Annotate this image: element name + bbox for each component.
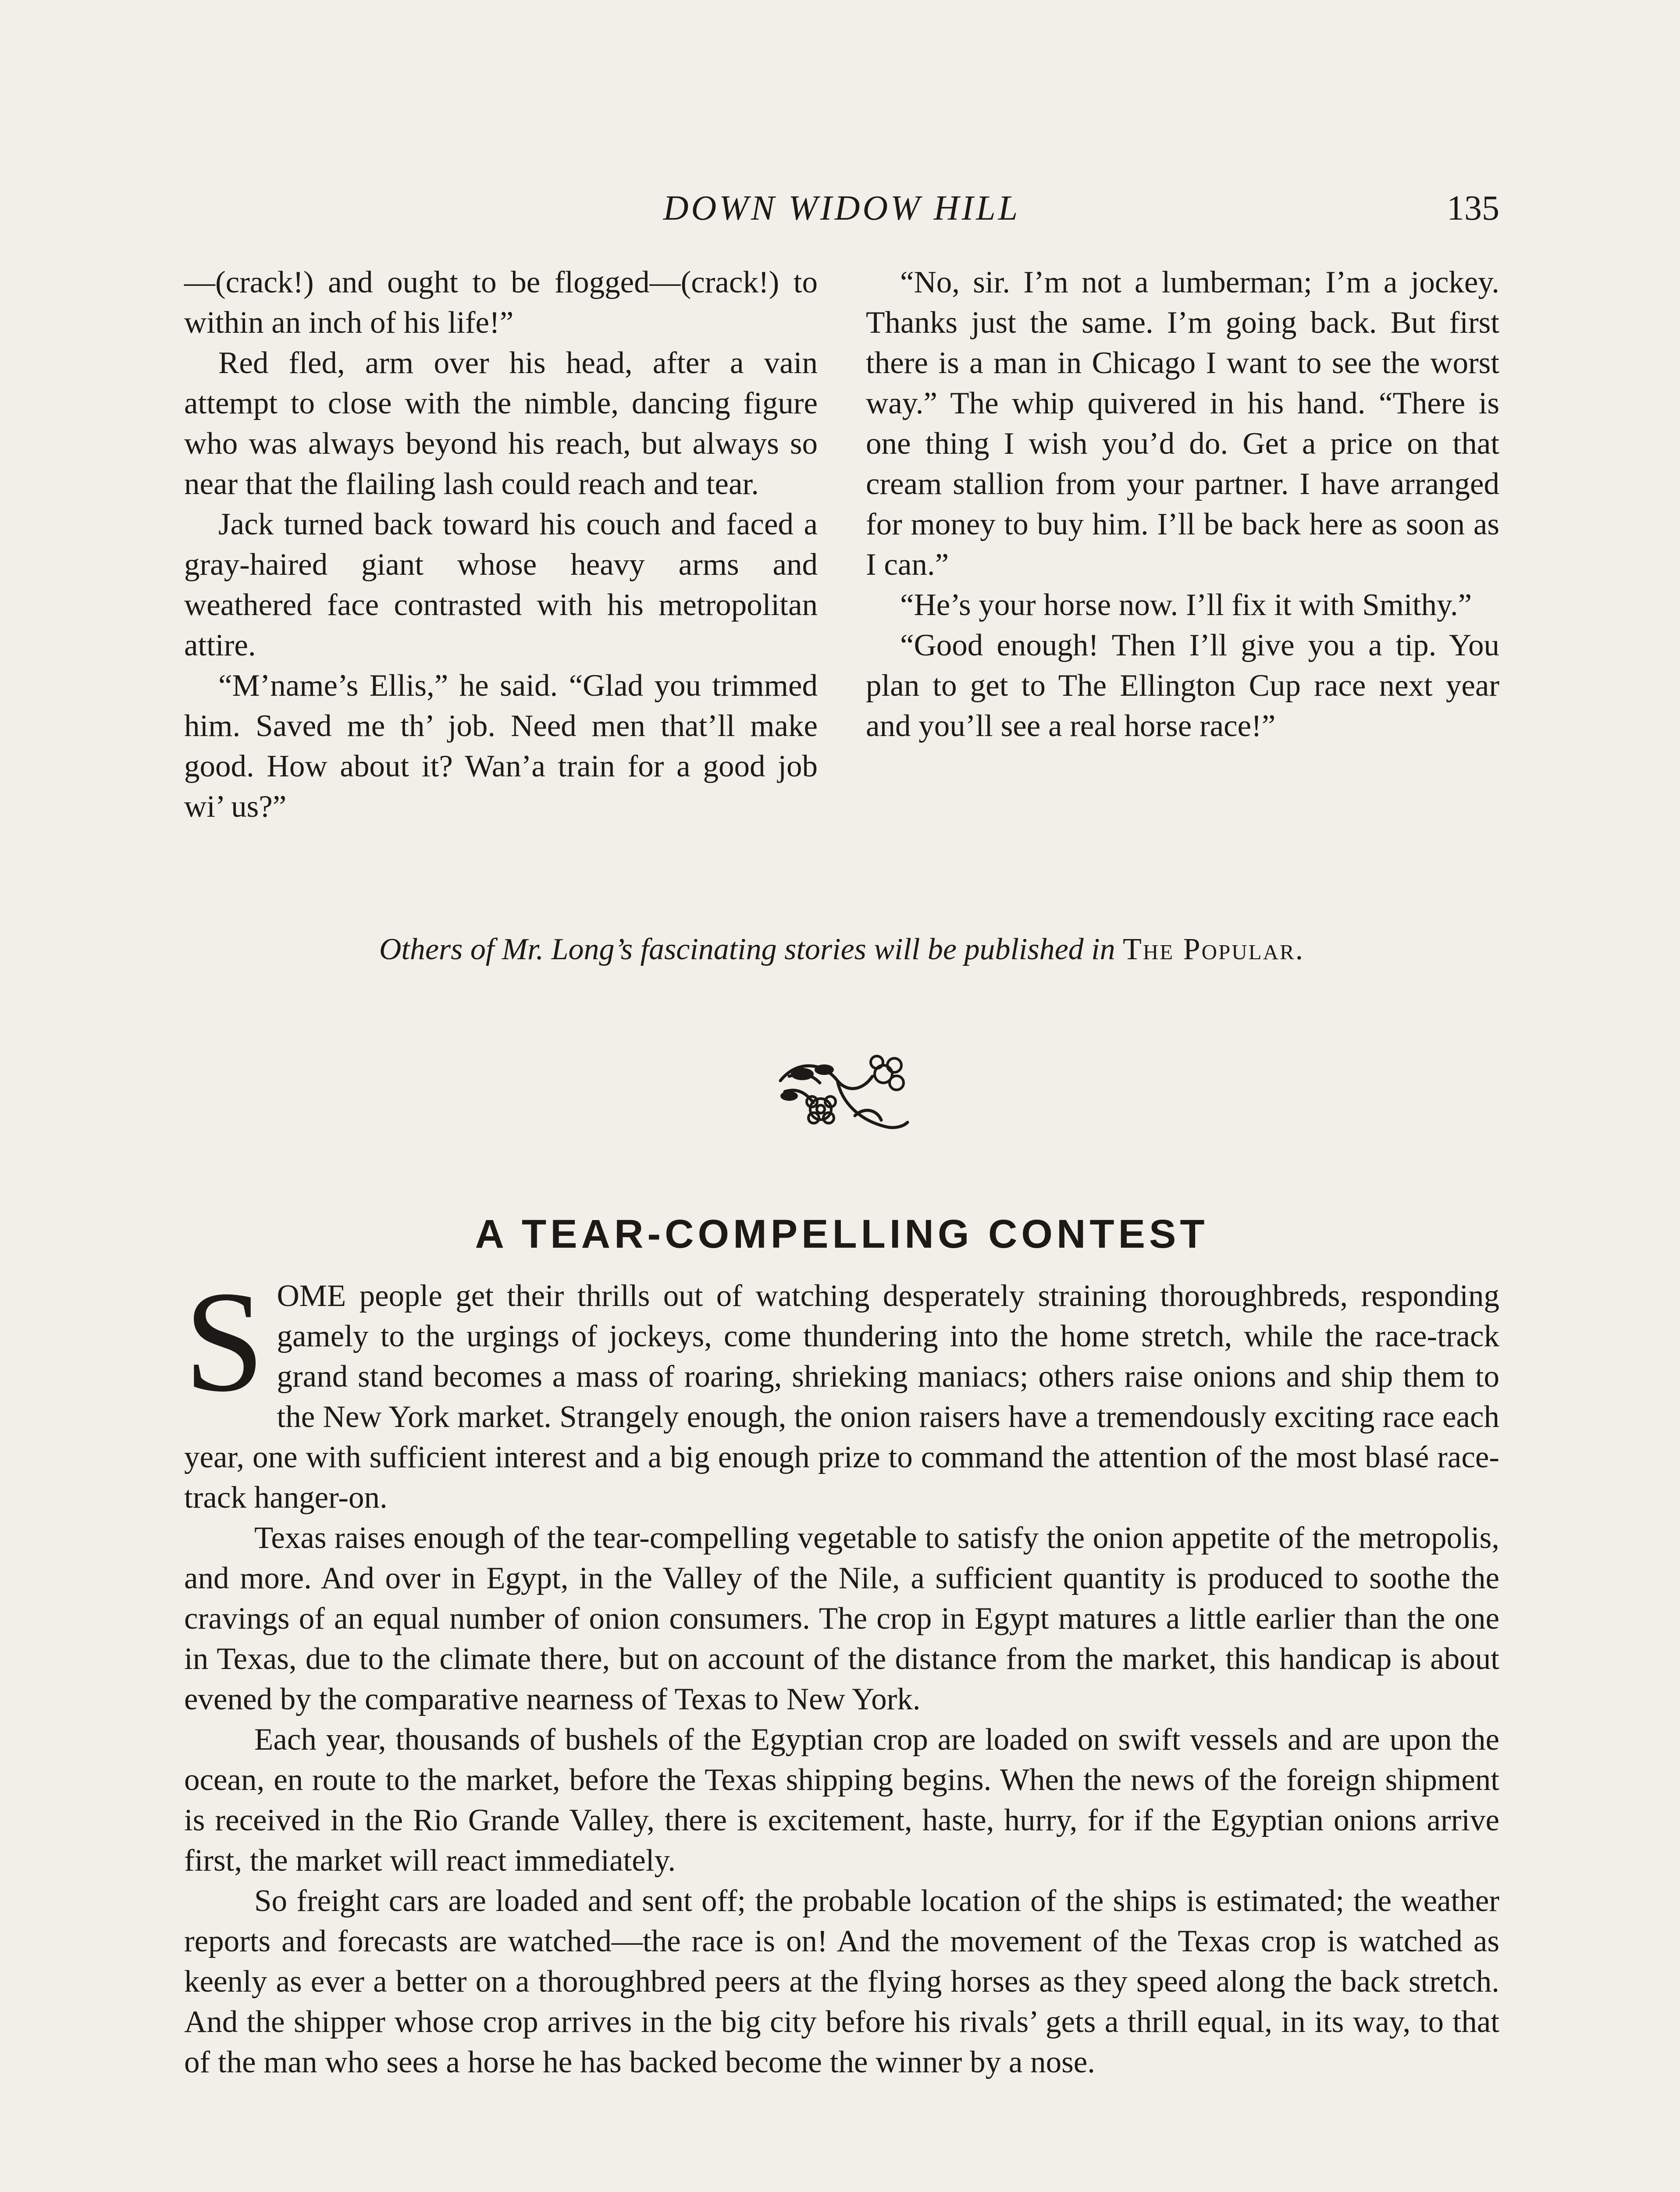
magazine-name: The Popular. <box>1123 932 1305 966</box>
story-columns <box>184 262 1499 827</box>
story-footnote <box>184 929 1499 970</box>
article-paragraph: So freight cars are loaded and sent off; the probable location of the ships is estimated; the weather reports and forecasts are watched—the race is on! And the movement of the Texas crop is watched as keenly as ever a better on a thoroughbred peers at the flying horses as they speed along the back stretch. And the shipper whose crop arrives in the big city before his rivals’ gets a thrill equal, in its way, to that of the man who sees a horse he has backed become the winner by a nose. <box>184 1884 1499 2079</box>
right-column <box>866 262 1499 827</box>
drop-cap: S <box>184 1262 265 1422</box>
running-head <box>184 184 1499 232</box>
article-title: A TEAR-COMPELLING CONTEST <box>475 1212 1209 1256</box>
story-paragraph: Jack turned back toward his couch and faced a gray-haired giant whose heavy arms and weathered face contrasted with his metropolitan attire. <box>184 507 818 662</box>
article-paragraph: Texas raises enough of the tear-compelling vegetable to satisfy the onion appetite of the metropolis, and more. And over in Egypt, in the Valley of the Nile, a sufficient quantity is produced to soothe the cravings of an equal number of onion consumers. The crop in Egypt matures a little earlier than the one in Texas, due to the climate there, but on account of the distance from the market, this handicap is about evened by the comparative nearness of Texas to New York. <box>184 1521 1499 1716</box>
story-paragraph: “No, sir. I’m not a lumberman; I’m a jockey. Thanks just the same. I’m going back. But first there is a man in Chicago I want to see the worst way.” The whip quivered in his hand. “There is one thing I wish you’d do. Get a price on that cream stallion from your partner. I have arranged for money to buy him. I’ll be back here as soon as I can.” <box>866 265 1499 582</box>
story-paragraph: “He’s your horse now. I’ll fix it with Smithy.” <box>900 588 1472 622</box>
running-title: DOWN WIDOW HILL <box>663 189 1021 228</box>
article-body <box>184 1262 1499 2082</box>
left-column <box>184 262 818 827</box>
footnote-text: Others of Mr. Long’s fascinating stories will be published in <box>379 932 1123 966</box>
story-paragraph: “M’name’s Ellis,” he said. “Glad you trimmed him. Saved me th’ job. Need men that’ll make good. How about it? Wan’a train for a good job wi’ us?” <box>184 669 818 824</box>
article-paragraph: Each year, thousands of bushels of the Egyptian crop are loaded on swift vessels and are upon the ocean, en route to the market, before the Texas shipping begins. When the news of the foreign shipment is received in the Rio Grande Valley, there is excitement, haste, hurry, for if the Egyptian onions arrive first, the market will react immediately. <box>184 1722 1499 1878</box>
floral-ornament-icon <box>772 1050 912 1142</box>
page-number: 135 <box>1447 189 1499 228</box>
story-paragraph: —(crack!) and ought to be flogged—(crack!) to within an inch of his life!” <box>184 265 818 340</box>
lead-text: OME people get their thrills out of watching desperately straining thoroughbreds, responding gamely to the urgings of jockeys, come thundering into the home stretch, while the race-track grand stand becomes a mass of roaring, shrieking maniacs; others raise onions and ship them to the New York market. Strangely enough, the onion raisers have a tremendously exciting race each year, one with sufficient interest and a big enough prize to command the attention of the most blasé race-track hanger-on. <box>184 1279 1499 1515</box>
story-paragraph: “Good enough! Then I’ll give you a tip. You plan to get to The Ellington Cup race next year and you’ll see a real horse race!” <box>866 628 1499 743</box>
story-paragraph: Red fled, arm over his head, after a vain attempt to close with the nimble, dancing figure who was always beyond his reach, but always so near that the flailing lash could reach and tear. <box>184 346 818 501</box>
article-lead-paragraph <box>184 1262 1499 1518</box>
